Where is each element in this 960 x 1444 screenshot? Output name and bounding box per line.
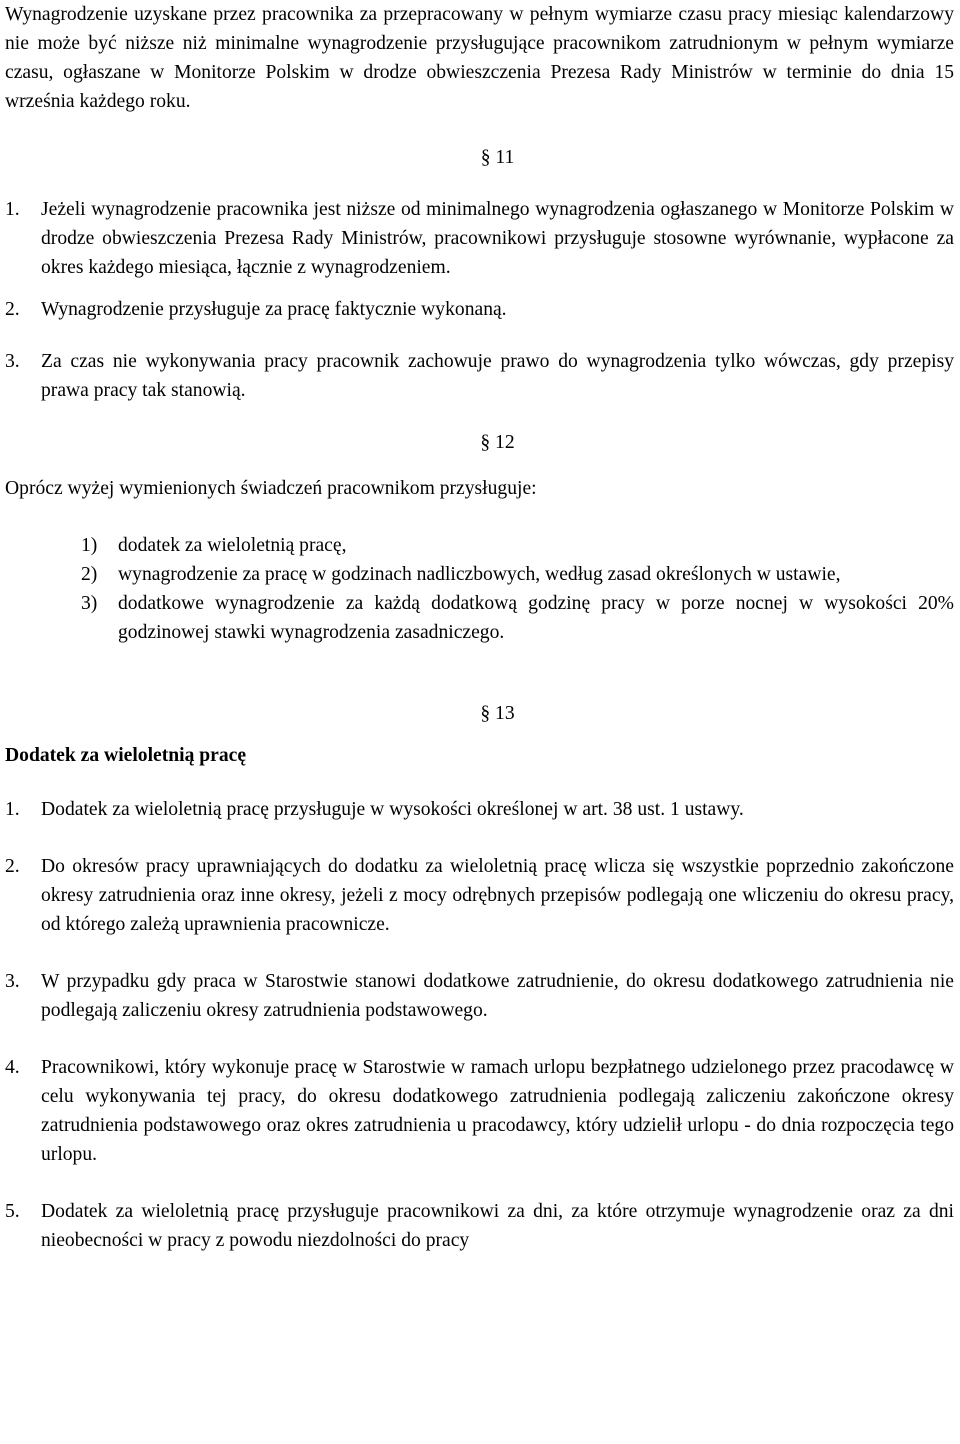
section-13-item-4	[5, 1053, 954, 1169]
item-number: 2.	[5, 299, 20, 320]
item-text: Jeżeli wynagrodzenie pracownika jest niższe od minimalnego wynagrodzenia ogłaszanego w Monitorze Polskim w drodze obwieszczenia Prezesa Rady Ministrów, pracownikowi przysługuje stosowne wyrównanie, wypłacone za okres każdego miesiąca, łącznie z wynagrodzeniem.	[41, 199, 954, 278]
list-number: 3)	[81, 593, 98, 614]
list-text: dodatek za wieloletnią pracę,	[118, 535, 347, 556]
section-11-item-3	[5, 347, 954, 405]
item-number: 1.	[5, 799, 20, 820]
section-13-item-2	[5, 852, 954, 939]
item-number: 5.	[5, 1201, 20, 1222]
section-12-lead: Oprócz wyżej wymienionych świadczeń pracownikom przysługuje:	[5, 478, 537, 499]
item-text: Wynagrodzenie przysługuje za pracę faktycznie wykonaną.	[41, 299, 507, 320]
section-12-list-item-2	[81, 560, 954, 589]
item-number: 2.	[5, 856, 20, 877]
list-text: dodatkowe wynagrodzenie za każdą dodatkową godzinę pracy w porze nocnej w wysokości 20% godzinowej stawki wynagrodzenia zasadniczego.	[118, 593, 954, 643]
section-11-item-1	[5, 195, 954, 282]
item-number: 3.	[5, 351, 20, 372]
intro-paragraph: Wynagrodzenie uzyskane przez pracownika za przepracowany w pełnym wymiarze czasu pracy miesiąc kalendarzowy nie może być niższe niż minimalne wynagrodzenie przysługujące pracownikom zatrudnionym w pełnym wymiarze czasu, ogłaszane w Monitorze Polskim w drodze obwieszczenia Prezesa Rady Ministrów w terminie do dnia 15 września każdego roku.	[5, 4, 954, 112]
section-12-list-item-1	[81, 531, 954, 560]
list-text: wynagrodzenie za pracę w godzinach nadliczbowych, według zasad określonych w ustawie,	[118, 564, 841, 585]
section-11-heading: § 11	[480, 147, 515, 168]
item-text: Dodatek za wieloletnią pracę przysługuje w wysokości określonej w art. 38 ust. 1 ustawy.	[41, 799, 744, 820]
section-12-list-item-3	[81, 589, 954, 647]
item-text: Za czas nie wykonywania pracy pracownik zachowuje prawo do wynagrodzenia tylko wówczas, gdy przepisy prawa pracy tak stanowią.	[41, 351, 954, 401]
section-13-heading: § 13	[480, 703, 515, 724]
list-number: 2)	[81, 564, 98, 585]
section-13-item-5	[5, 1197, 954, 1255]
section-13-item-1	[5, 795, 954, 824]
list-number: 1)	[81, 535, 98, 556]
item-text: Dodatek za wieloletnią pracę przysługuje pracownikowi za dni, za które otrzymuje wynagrodzenie oraz za dni nieobecności w pracy z powodu niezdolności do pracy	[41, 1201, 954, 1251]
section-11-item-2	[5, 295, 954, 324]
section-13-item-3	[5, 967, 954, 1025]
section-12-heading: § 12	[480, 432, 515, 453]
item-text: Pracownikowi, który wykonuje pracę w Starostwie w ramach urlopu bezpłatnego udzielonego przez pracodawcę w celu wykonywania tej pracy, do okresu dodatkowego zatrudnienia podlegają zaliczeniu zakończone okresy zatrudnienia podstawowego oraz okres zatrudnienia u pracodawcy, który udzielił urlopu - do dnia rozpoczęcia tego urlopu.	[41, 1057, 954, 1165]
item-number: 4.	[5, 1057, 20, 1078]
item-number: 1.	[5, 199, 20, 220]
item-number: 3.	[5, 971, 20, 992]
item-text: Do okresów pracy uprawniających do dodatku za wieloletnią pracę wlicza się wszystkie poprzednio zakończone okresy zatrudnienia oraz inne okresy, jeżeli z mocy odrębnych przepisów podlegają one wliczeniu do okresu pracy, od którego zależą uprawnienia pracownicze.	[41, 856, 954, 935]
section-13-title: Dodatek za wieloletnią pracę	[5, 745, 247, 766]
item-text: W przypadku gdy praca w Starostwie stanowi dodatkowe zatrudnienie, do okresu dodatkowego zatrudnienia nie podlegają zaliczeniu okresy zatrudnienia podstawowego.	[41, 971, 954, 1021]
